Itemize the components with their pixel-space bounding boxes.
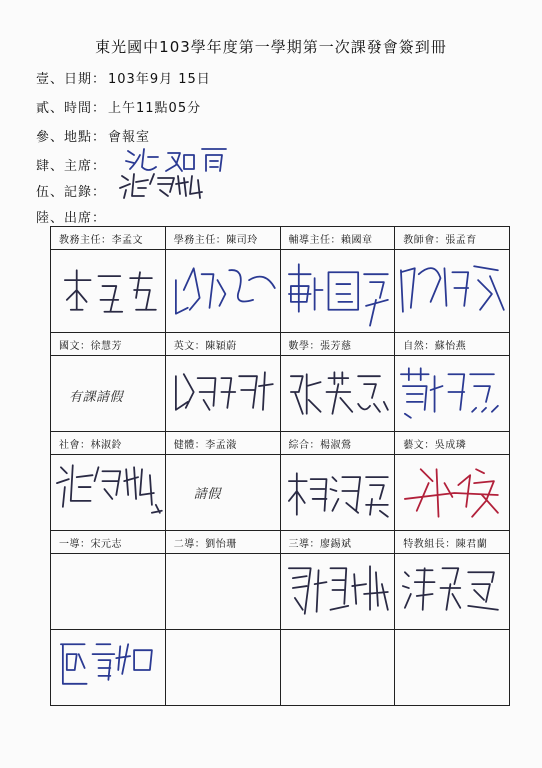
info-label: 肆、主席： [36, 159, 107, 174]
handwritten-signature [51, 250, 165, 332]
info-label: 參、地點： [36, 130, 107, 145]
info-chair [36, 155, 106, 174]
signature-row [51, 356, 510, 432]
handwritten-signature [281, 455, 395, 530]
table-row [51, 227, 510, 250]
signature-cell [51, 455, 166, 531]
signature-row [51, 630, 510, 706]
signature-cell [395, 250, 510, 333]
info-time [36, 97, 201, 116]
role-label: 英文：陳穎蔚 [165, 333, 280, 356]
role-label: 國文：徐慧芳 [51, 333, 166, 356]
handwritten-signature [395, 250, 509, 332]
info-attendance [36, 207, 106, 226]
info-date [36, 68, 211, 87]
signature-cell [395, 630, 510, 706]
signature-cell [280, 554, 395, 630]
attendance-table [50, 226, 510, 706]
info-value: 103年9月 15日 [108, 72, 211, 87]
signature-cell [280, 356, 395, 432]
info-recorder [36, 181, 106, 200]
signature-cell [165, 455, 280, 531]
info-label: 貳、時間： [36, 101, 107, 116]
signature-cell [51, 554, 166, 630]
handwritten-note: 請假 [193, 487, 221, 502]
signature-cell [165, 356, 280, 432]
role-label: 二導：劉怡珊 [165, 531, 280, 554]
role-label: 數學：張芳慈 [280, 333, 395, 356]
signature-cell [51, 250, 166, 333]
role-label: 社會：林淑鈴 [51, 432, 166, 455]
role-label: 藝文：吳成璘 [395, 432, 510, 455]
signature-cell [395, 554, 510, 630]
handwritten-signature [395, 455, 509, 530]
signature-cell [280, 250, 395, 333]
handwritten-signature [166, 356, 280, 431]
signature-cell [280, 455, 395, 531]
handwritten-signature [51, 630, 165, 705]
signature-cell [395, 455, 510, 531]
handwritten-signature [51, 455, 165, 530]
handwritten-signature [166, 250, 280, 332]
role-label: 自然：蘇怡燕 [395, 333, 510, 356]
info-value: 上午11點05分 [108, 101, 202, 116]
role-label: 特教組長：陳君蘭 [395, 531, 510, 554]
signature-row [51, 250, 510, 333]
role-label: 綜合：楊淑鶯 [280, 432, 395, 455]
role-label: 健體：李孟潊 [165, 432, 280, 455]
table-row [51, 432, 510, 455]
signature-cell [395, 356, 510, 432]
signature-cell [51, 356, 166, 432]
page-title: 東光國中103學年度第一學期第一次課發會簽到冊 [95, 38, 447, 56]
role-label: 教師會：張孟育 [395, 227, 510, 250]
signature-row [51, 554, 510, 630]
handwritten-signature [281, 250, 395, 332]
table-row [51, 333, 510, 356]
info-label: 壹、日期： [36, 72, 107, 87]
handwritten-signature [395, 356, 509, 431]
info-label: 陸、出席： [36, 211, 107, 226]
handwritten-note: 有課請假 [69, 390, 124, 405]
role-label: 輔導主任：賴國章 [280, 227, 395, 250]
handwritten-signature [281, 356, 395, 431]
role-label: 學務主任：陳司玲 [165, 227, 280, 250]
signature-cell [165, 554, 280, 630]
signature-cell [165, 250, 280, 333]
info-label: 伍、記錄： [36, 185, 107, 200]
signature-cell [280, 630, 395, 706]
handwritten-signature [395, 554, 509, 629]
table-row [51, 531, 510, 554]
role-label: 三導：廖錫斌 [280, 531, 395, 554]
signature-cell [51, 630, 166, 706]
role-label: 一導：宋元志 [51, 531, 166, 554]
signature-cell [165, 630, 280, 706]
signature-row [51, 455, 510, 531]
recorder-signature [118, 170, 208, 200]
handwritten-signature [281, 554, 395, 629]
role-label: 教務主任：李孟文 [51, 227, 166, 250]
info-value: 會報室 [108, 130, 151, 145]
